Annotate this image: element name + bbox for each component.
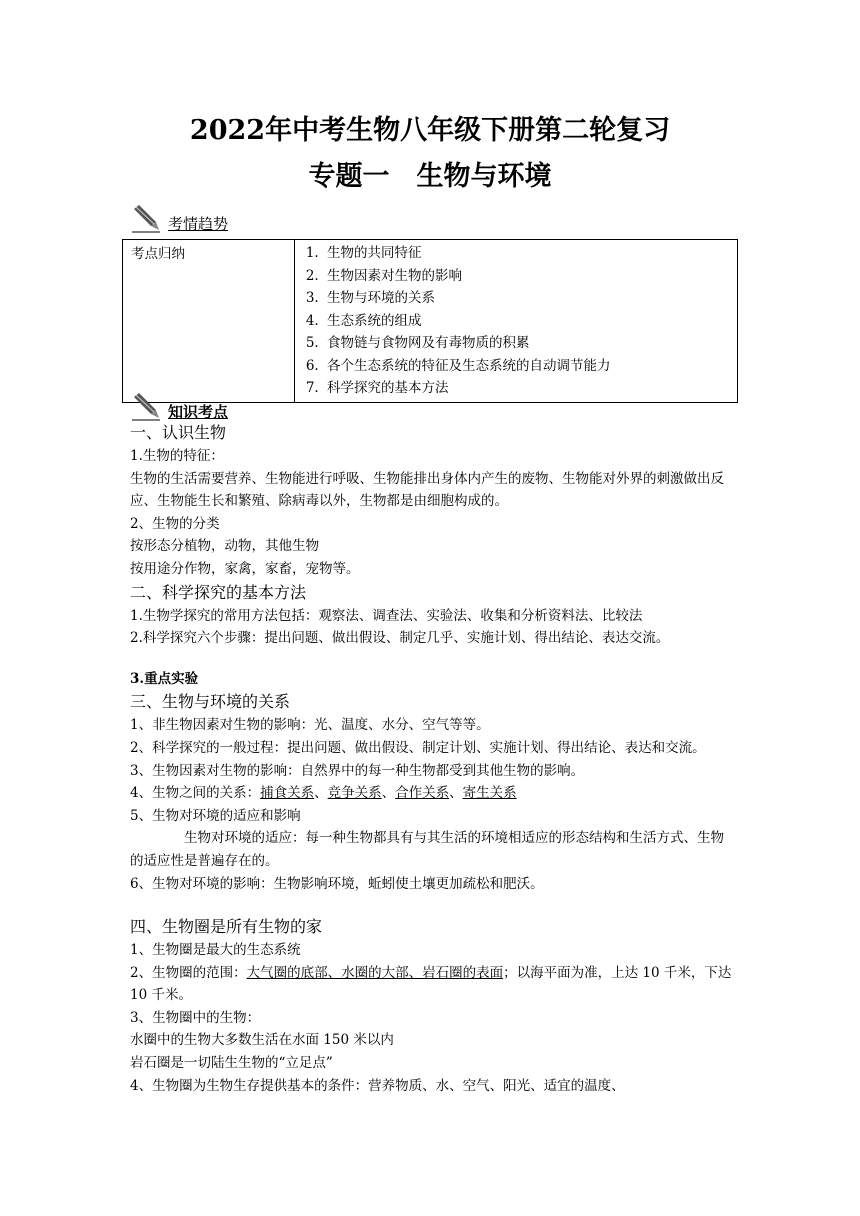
paragraph: 1、生物圈是最大的生态系统 xyxy=(130,942,301,959)
section-heading: 三、生物与环境的关系 xyxy=(130,692,291,712)
range-prefix: 2、生物圈的范围： xyxy=(130,964,247,981)
separator: 、 xyxy=(314,785,328,802)
paragraph: 1、非生物因素对生物的影响：光、温度、水分、空气等等。 xyxy=(130,717,490,734)
relation-cooperation: 合作关系 xyxy=(395,785,450,802)
list-item: 3. 生物与环境的关系 xyxy=(323,287,729,310)
document-subtitle: 专题一 生物与环境 xyxy=(308,161,552,192)
pencil-icon xyxy=(130,391,162,421)
paragraph: 2、生物的分类 xyxy=(130,515,220,532)
spacer xyxy=(130,650,734,668)
paragraph: 1.生物的特征： xyxy=(130,448,224,464)
exam-points-table xyxy=(122,239,738,403)
paragraph: 3、生物圈中的生物： xyxy=(130,1009,261,1026)
table-right-cell xyxy=(295,240,738,403)
paragraph: 2、科学探究的一般过程：提出问题、做出假设、制定计划、实施计划、得出结论、表达和交流。 xyxy=(130,739,706,756)
list-item: 1. 生物的共同特征 xyxy=(323,242,729,265)
list-item: 7. 科学探究的基本方法 xyxy=(323,377,729,400)
section-heading: 一、认识生物 xyxy=(130,423,227,442)
document-body xyxy=(130,421,734,1097)
paragraph: 按形态分植物，动物，其他生物 xyxy=(130,538,319,555)
relation-parasitism: 寄生关系 xyxy=(462,785,517,802)
paragraph: 5、生物对环境的适应和影响 xyxy=(130,807,301,824)
exam-points-list xyxy=(303,242,729,400)
paragraph-biosphere-range xyxy=(130,962,734,1007)
section-heading: 二、科学探究的基本方法 xyxy=(130,582,307,602)
paragraph: 生物对环境的适应：每一种生物都具有与其生活的环境相适应的形态结构和生活方式、生物的适应性是普遍存在的。 xyxy=(130,830,724,869)
paragraph: 水圈中的生物大多数生活在水面 150 米以内 xyxy=(130,1032,394,1049)
list-item: 4. 生态系统的组成 xyxy=(323,310,729,333)
paragraph: 6、生物对环境的影响：生物影响环境，蚯蚓使土壤更加疏松和肥沃。 xyxy=(130,875,544,892)
relation-predation: 捕食关系 xyxy=(260,785,315,802)
separator: 、 xyxy=(449,785,463,802)
list-item: 6. 各个生态系统的特征及生态系统的自动调节能力 xyxy=(323,355,729,378)
range-underlined: 大气圈的底部、水圈的大部、岩石圈的表面 xyxy=(246,964,504,981)
paragraph: 3、生物因素对生物的影响：自然界中的每一种生物都受到其他生物的影响。 xyxy=(130,762,585,779)
document-title: 2022年中考生物八年级下册第二轮复习 xyxy=(189,115,671,146)
paragraph: 4、生物圈为生物生存提供基本的条件：营养物质、水、空气、阳光、适宜的温度、 xyxy=(130,1077,625,1094)
section-heading: 四、生物圈是所有生物的家 xyxy=(130,917,323,937)
section-label-trend: 考情趋势 xyxy=(168,215,229,233)
paragraph: 3.重点实验 xyxy=(130,670,199,687)
relation-competition: 竞争关系 xyxy=(327,785,382,802)
pencil-icon xyxy=(130,203,162,233)
list-item: 2. 生物因素对生物的影响 xyxy=(323,265,729,288)
paragraph-relations xyxy=(130,782,734,805)
paragraph: 岩石圈是一切陆生生物的“立足点” xyxy=(130,1055,333,1072)
relations-prefix: 4、生物之间的关系： xyxy=(130,785,261,802)
paragraph: 2.科学探究六个步骤：提出问题、做出假设、制定几乎、实施计划、得出结论、表达交流。 xyxy=(130,630,670,647)
paragraph: 生物的生活需要营养、生物能进行呼吸、生物能排出身体内产生的废物、生物能对外界的刺激做出反应、生物能生长和繁殖、除病毒以外，生物都是由细胞构成的。 xyxy=(130,470,724,510)
separator: 、 xyxy=(381,785,396,802)
spacer xyxy=(130,895,734,915)
range-suffix: ；以海平面为准，上达 10 千米，下达 10 千米。 xyxy=(130,964,732,1004)
paragraph: 按用途分作物，家禽，家畜，宠物等。 xyxy=(130,560,360,577)
list-item: 5. 食物链与食物网及有毒物质的积累 xyxy=(323,332,729,355)
paragraph: 1.生物学探究的常用方法包括：观察法、调查法、实验法、收集和分析资料法、比较法 xyxy=(130,607,643,624)
table-left-cell: 考点归纳 xyxy=(123,240,295,403)
section-label-knowledge: 知识考点 xyxy=(168,403,229,421)
